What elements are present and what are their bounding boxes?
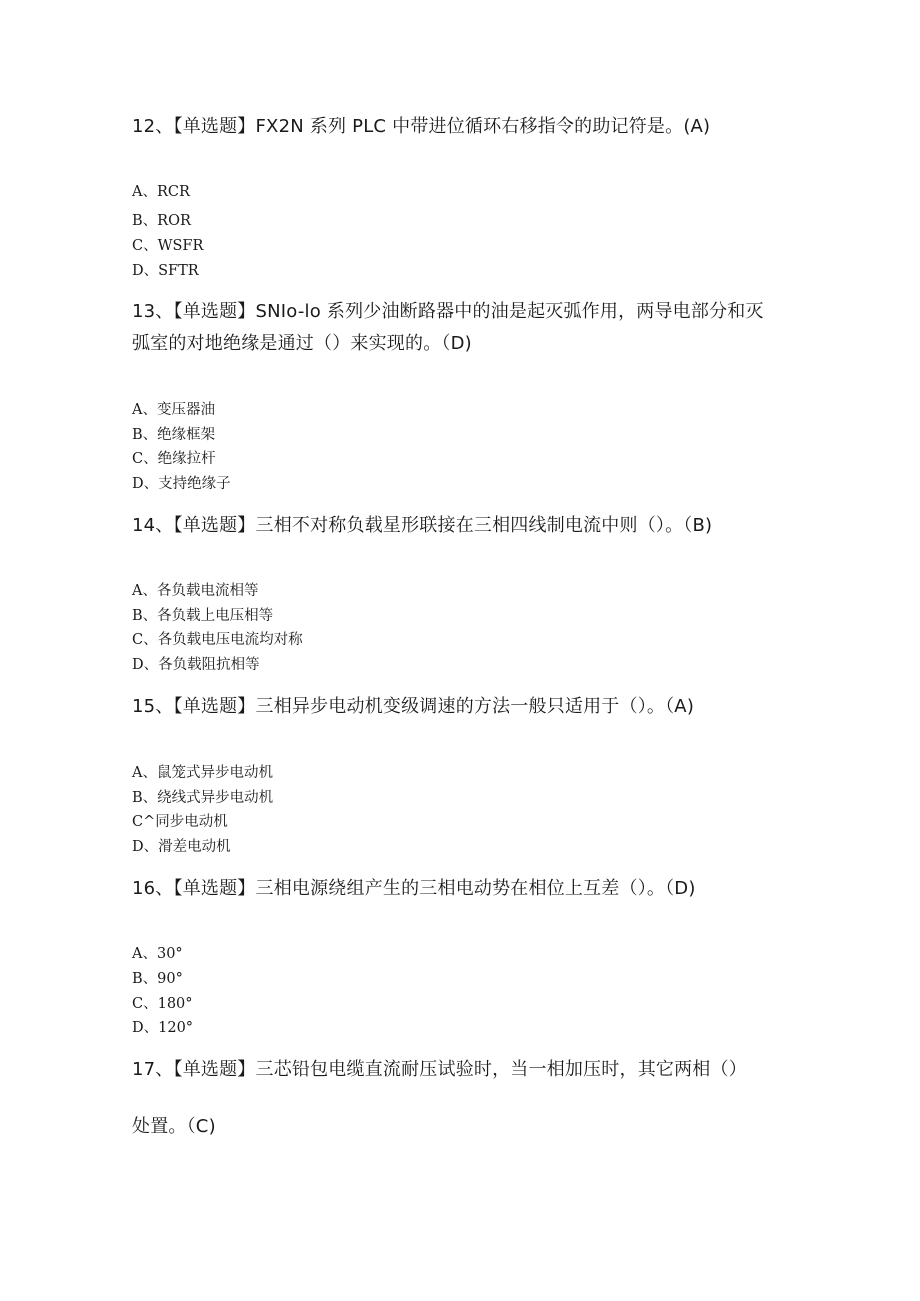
question-16-text: 16、【单选题】三相电源绕组产生的三相电动势在相位上互差（）。（D) — [132, 878, 696, 899]
question-14-option-d: D、各负载阻抗相等 — [132, 657, 260, 673]
question-16-option-c: C、180° — [132, 996, 193, 1012]
question-12-option-d: D、SFTR — [132, 263, 199, 279]
question-12-option-b: B、ROR — [132, 213, 191, 229]
question-16-option-a: A、30° — [132, 946, 183, 962]
question-12-option-c: C、WSFR — [132, 238, 204, 254]
question-14-option-b: B、各负载上电压相等 — [132, 608, 274, 624]
question-17-text-line-1: 17、【单选题】三芯铅包电缆直流耐压试验时，当一相加压时，其它两相（） — [132, 1059, 747, 1080]
question-14-option-c: C、各负载电压电流均对称 — [132, 632, 303, 648]
question-16-option-d: D、120° — [132, 1020, 194, 1036]
question-13-option-a: A、变压器油 — [132, 402, 215, 418]
question-13-text-line-1: 13、【单选题】SNIo-lo 系列少油断路器中的油是起灭弧作用，两导电部分和灭 — [132, 301, 764, 322]
question-15-option-b: B、绕线式异步电动机 — [132, 790, 274, 806]
question-14-option-a: A、各负载电流相等 — [132, 583, 259, 599]
question-12-text: 12、【单选题】FX2N 系列 PLC 中带进位循环右移指令的助记符是。(A) — [132, 116, 711, 137]
question-16-option-b: B、90° — [132, 971, 183, 987]
question-13-option-b: B、绝缘框架 — [132, 427, 216, 443]
question-13-text-line-2: 弧室的对地绝缘是通过（）来实现的。（D) — [132, 333, 472, 354]
question-13-option-d: D、支持绝缘子 — [132, 476, 231, 492]
question-15-option-d: D、滑差电动机 — [132, 839, 231, 855]
question-15-text: 15、【单选题】三相异步电动机变级调速的方法一般只适用于（）。（A) — [132, 696, 695, 717]
question-14-text: 14、【单选题】三相不对称负载星形联接在三相四线制电流中则（）。（B) — [132, 515, 713, 536]
question-15-option-c: C^同步电动机 — [132, 814, 228, 830]
question-15-option-a: A、鼠笼式异步电动机 — [132, 765, 273, 781]
question-13-option-c: C、绝缘拉杆 — [132, 451, 216, 467]
question-12-option-a: A、RCR — [132, 184, 190, 200]
question-17-text-line-2: 处置。（C) — [132, 1116, 216, 1137]
